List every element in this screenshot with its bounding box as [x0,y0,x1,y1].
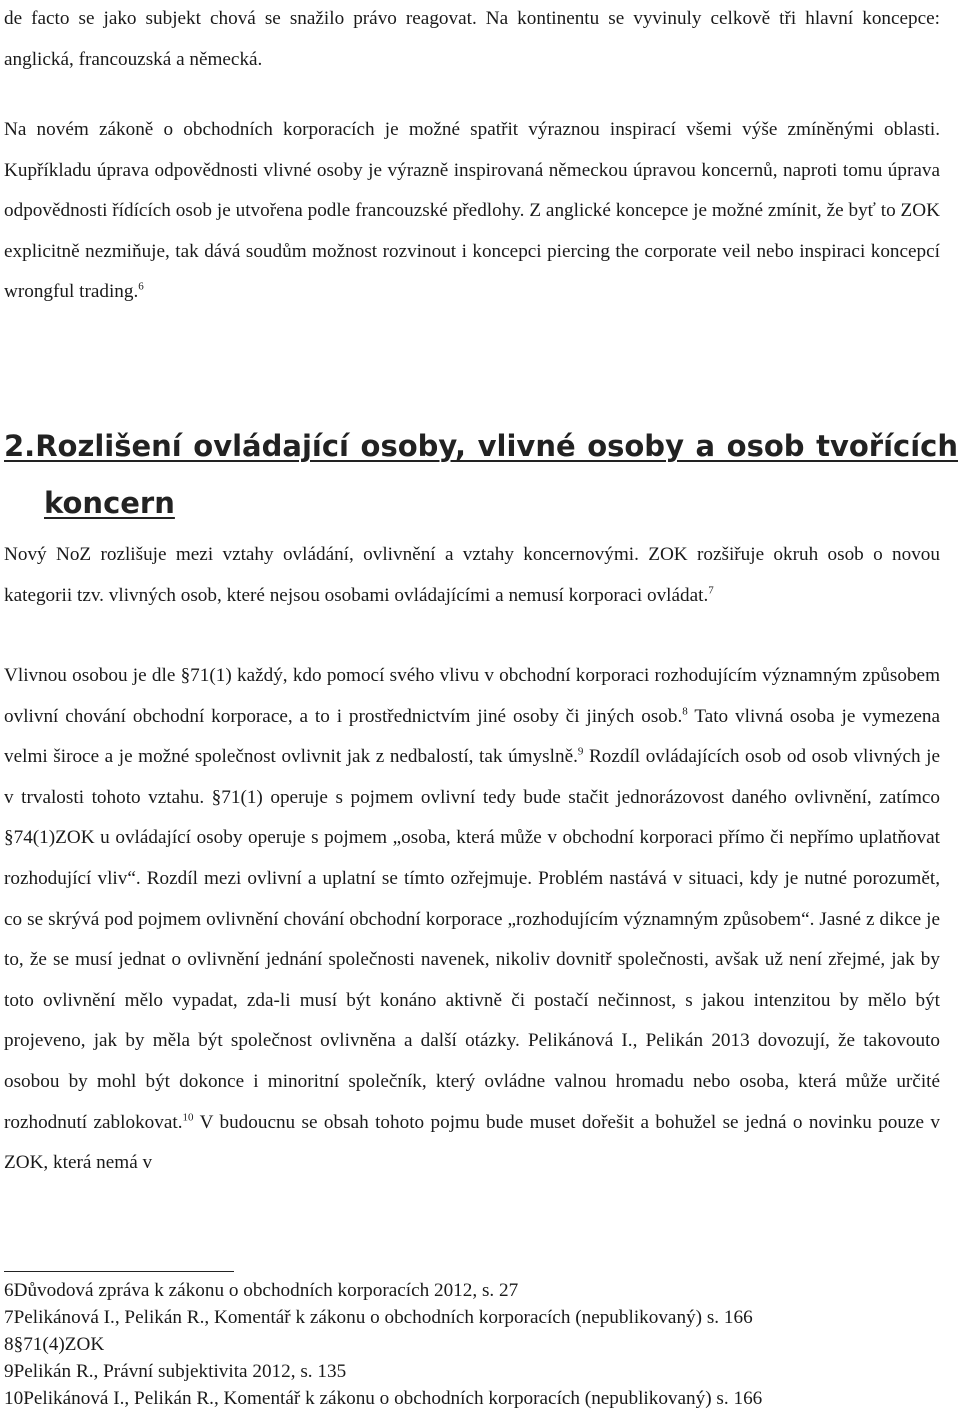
paragraph-text: Nový NoZ rozlišuje mezi vztahy ovládání, ovlivnění a vztahy koncernovými. ZOK rozšiřuje okruh osob o novou kategorii tzv. vlivných osob, které nejsou osobami ovládajícími a nemusí korporaci ovládat. [4,544,940,606]
section-heading [4,418,958,532]
paragraph-text: Rozdíl ovládajících osob od osob vlivných je v trvalosti tohoto vztahu. §71(1) operuje s pojmem ovlivní tedy bude stačit jednorázovost daného ovlivnění, zatímco §74(1)ZOK u ovládající osoby operuje s pojmem „osoba, která může v obchodní korporaci přímo či nepřímo uplatňovat rozhodující vliv“. Rozdíl mezi ovlivní a uplatní se tímto ozřejmuje. Problém nastává v situaci, kdy je nutné porozumět, co se skrývá pod pojmem ovlivnění chování obchodní korporace „rozhodujícím významným způsobem“. Jasné z dikce je to, že se musí jednat o ovlivnění jednání společnosti navenek, nikoliv dovnitř společnosti, avšak už není zřejmé, jak by toto ovlivnění mělo vypadat, zda-li musí být konáno aktivně či postačí nečinnost, s jakou intenzitou by mělo být projeveno, jak by měla být společnost ovlivněna a další otázky. Pelikánová I., Pelikán 2013 dovozují, že takovouto osobou by mohl být dokonce i minoritní společník, který ovládne valnou hromadu nebo osoba, která může určité rozhodnutí zablokovat. [4,746,940,1133]
footnote-ref-7[interactable]: 7 [708,584,714,597]
paragraph-noz [4,535,940,616]
footnote-7: 7Pelikánová I., Pelikán R., Komentář k zákonu o obchodních korporacích (nepublikovaný) s. 166 [4,1307,753,1328]
section-heading-line1: 2.Rozlišení ovládající osoby, vlivné osoby a osob tvořících [4,429,958,463]
paragraph-text: Tato vlivná osoba je vymezena velmi široce a je možné společnost ovlivnit jak z nedbalostí, tak úmyslně. [4,705,941,768]
footnote-9: 9Pelikán R., Právní subjektivita 2012, s. 135 [4,1361,347,1382]
paragraph-text: Na novém zákoně o obchodních korporacích je možné spatřit výraznou inspirací všemi výše zmíněnými oblasti. Kupříkladu úprava odpovědnosti vlivné osoby je výrazně inspirovaná německou úpravou koncernů, naproti tomu úprava odpovědnosti řídících osob je utvořena podle francouzské předlohy. Z anglické koncepce je možné zmínit, že byť to ZOK explicitně nezmiňuje, tak dává soudům možnost rozvinout i koncepci piercing the corporate veil nebo inspiraci koncepcí wrongful trading. [4,119,940,303]
footnote-ref-8[interactable]: 8 [682,705,688,718]
footnotes [4,1277,944,1412]
footnote-ref-9[interactable]: 9 [577,745,584,758]
footnote-divider [4,1271,234,1272]
footnote-ref-6[interactable]: 6 [138,280,144,293]
paragraph-vlivna-osoba [4,656,940,1184]
footnote-10: 10Pelikánová I., Pelikán R., Komentář k zákonu o obchodních korporacích (nepublikovaný) s. 166 [4,1388,763,1409]
footnote-ref-10[interactable]: 10 [182,1111,194,1124]
footnote-8: 8§71(4)ZOK [4,1334,105,1355]
paragraph-text: V budoucnu se obsah tohoto pojmu bude muset dořešit a bohužel se jedná o novinku pouze v ZOK, která nemá v [4,1111,940,1174]
footnote-6: 6Důvodová zpráva k zákonu o obchodních korporacích 2012, s. 27 [4,1280,519,1301]
paragraph-inspiration [4,110,940,313]
section-heading-line2: koncern [44,486,175,520]
paragraph-text: Vlivnou osobou je dle §71(1) každý, kdo pomocí svého vlivu v obchodní korporaci rozhodujícím významným způsobem ovlivní chování obchodní korporace, a to i prostřednictvím jiné osoby či jiných osob. [4,665,940,727]
paragraph-text: de facto se jako subjekt chová se snažilo právo reagovat. Na kontinentu se vyvinuly celkově tři hlavní koncepce: anglická, francouzská a německá. [4,8,940,70]
paragraph-intro-end [4,0,940,80]
